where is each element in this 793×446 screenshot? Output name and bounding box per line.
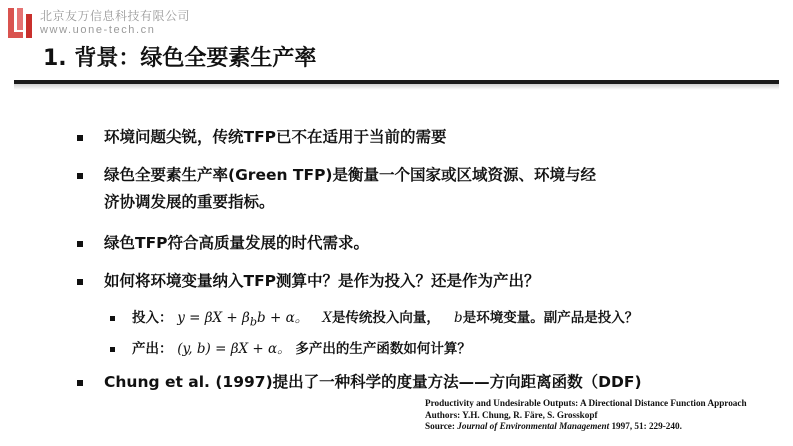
bullet-3 xyxy=(80,230,780,257)
reference-source: Source: Journal of Environmental Management 1997, 51: 229-240. xyxy=(425,421,682,431)
var-x: X xyxy=(322,310,332,326)
bullet-marker xyxy=(77,173,83,179)
reference-title: Productivity and Undesirable Outputs: A Directional Distance Function Approach xyxy=(425,398,747,408)
bullet-5 xyxy=(80,369,780,396)
company-logo xyxy=(6,6,36,40)
bullet-text-line1: 绿色全要素生产率(Green TFP)是衡量一个国家或区域资源、环境与经 xyxy=(104,166,597,184)
bullet-marker xyxy=(77,279,83,285)
company-header xyxy=(40,9,190,37)
reference-journal: Journal of Environmental Management xyxy=(457,421,610,431)
title-underline-shadow xyxy=(14,84,779,90)
sub-bullet-marker xyxy=(110,316,115,321)
reference-authors: Authors: Y.H. Chung, R. Färe, S. Grosskopf xyxy=(425,409,598,420)
reference-block xyxy=(425,398,791,433)
bullet-text: 绿色TFP符合高质量发展的时代需求。 xyxy=(104,234,370,252)
sub-bullet-label: 产出： xyxy=(132,341,173,357)
var-b: b xyxy=(454,310,463,326)
bullet-marker xyxy=(77,241,83,247)
output-note: 多产出的生产函数如何计算？ xyxy=(295,341,471,357)
bullet-1 xyxy=(80,124,780,151)
company-website: www.uone-tech.cn xyxy=(40,24,156,36)
company-name: 北京友万信息科技有限公司 xyxy=(40,9,191,23)
input-note-2: 是环境变量。副产品是投入？ xyxy=(462,310,639,326)
bullet-text: Chung et al. (1997)提出了一种科学的度量方法——方向距离函数（DDF) xyxy=(104,373,642,391)
sub-bullet-input xyxy=(110,307,770,334)
bullet-text: 环境问题尖锐，传统TFP已不在适用于当前的需要 xyxy=(104,128,447,146)
bullet-4 xyxy=(80,268,780,295)
bullet-text-line2: 济协调发展的重要指标。 xyxy=(104,193,275,211)
sub-bullet-label: 投入： xyxy=(132,310,173,326)
bullet-2 xyxy=(80,162,780,216)
slide-title: 1. 背景：绿色全要素生产率 xyxy=(43,46,317,71)
sub-bullet-output xyxy=(110,338,770,360)
bullet-marker xyxy=(77,135,83,141)
input-note-1: 是传统投入向量， xyxy=(331,310,440,326)
sub-bullet-marker xyxy=(110,347,115,352)
bullet-text: 如何将环境变量纳入TFP测算中？是作为投入？还是作为产出？ xyxy=(104,272,540,290)
bullet-marker xyxy=(77,380,83,386)
input-formula: $y = \beta X + \beta_bb + \alpha$。 xyxy=(177,310,309,329)
output-formula: (y, b) = βX + α。 xyxy=(177,341,291,357)
